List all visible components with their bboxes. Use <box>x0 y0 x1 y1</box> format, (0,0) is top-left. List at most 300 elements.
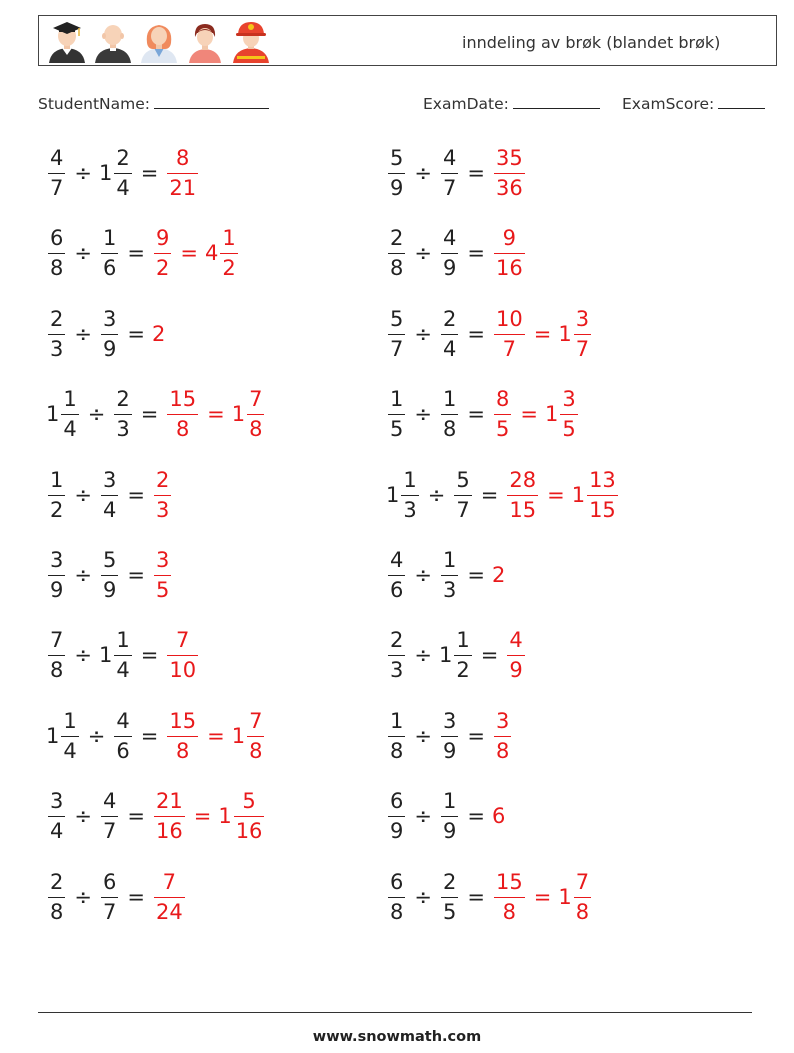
divisor <box>439 226 460 280</box>
numerator: 1 <box>116 628 130 653</box>
problem-item <box>46 625 200 685</box>
fraction <box>154 870 185 924</box>
avatar-row <box>45 19 275 63</box>
divide-sign: ÷ <box>414 804 432 829</box>
fraction <box>247 387 264 441</box>
denominator: 9 <box>442 256 457 281</box>
numerator: 4 <box>50 146 64 170</box>
fraction <box>167 628 198 682</box>
dividend <box>46 628 67 682</box>
fraction <box>48 307 65 361</box>
denominator: 3 <box>50 336 64 361</box>
denominator: 15 <box>509 497 537 522</box>
denominator: 8 <box>176 738 190 763</box>
fraction <box>388 548 405 602</box>
fraction <box>101 548 118 602</box>
denominator: 24 <box>155 899 183 924</box>
divide-sign: ÷ <box>414 884 432 909</box>
numerator: 15 <box>495 869 523 894</box>
fraction <box>101 307 118 361</box>
numerator: 2 <box>390 226 404 251</box>
numerator: 10 <box>495 306 523 331</box>
fraction <box>247 709 264 763</box>
fraction <box>114 709 131 763</box>
denominator: 5 <box>495 417 510 442</box>
fraction <box>441 226 458 280</box>
whole-number: 1 <box>438 643 453 668</box>
fraction <box>388 226 405 280</box>
numerator: 4 <box>390 548 404 572</box>
numerator: 1 <box>442 548 457 572</box>
whole-number: 1 <box>218 804 232 829</box>
fraction <box>507 628 524 682</box>
denominator: 3 <box>403 497 417 522</box>
answer-mixed <box>558 307 593 361</box>
fraction <box>114 146 131 200</box>
answer-mixed <box>232 709 267 763</box>
denominator: 8 <box>176 417 190 442</box>
divide-sign: ÷ <box>414 563 432 587</box>
equals-sign: = <box>140 402 159 427</box>
fraction <box>167 387 198 441</box>
denominator: 4 <box>116 658 130 683</box>
numerator: 1 <box>102 226 117 251</box>
numerator: 6 <box>390 789 404 814</box>
divide-sign: ÷ <box>414 402 432 427</box>
fraction <box>494 387 511 441</box>
problem-item <box>46 867 187 927</box>
fraction <box>441 709 458 763</box>
fraction <box>441 307 458 361</box>
denominator: 7 <box>102 899 117 924</box>
answer <box>165 628 200 682</box>
equals-sign: = <box>467 804 485 829</box>
divisor <box>439 548 460 602</box>
numerator: 1 <box>63 708 77 733</box>
exam-score-field <box>622 93 765 113</box>
fraction <box>441 146 458 200</box>
equals-sign: = <box>127 563 145 587</box>
fraction <box>114 387 131 441</box>
numerator: 2 <box>116 146 130 170</box>
problem-item <box>46 706 266 766</box>
answer-mixed <box>545 387 580 441</box>
numerator: 15 <box>169 387 197 412</box>
equals-sign: = <box>467 241 485 266</box>
whole-number: 4 <box>204 241 219 266</box>
fraction <box>220 226 237 280</box>
denominator: 6 <box>390 578 404 602</box>
problem-item <box>386 223 527 283</box>
numerator: 2 <box>116 387 130 412</box>
divisor <box>99 146 134 200</box>
divisor <box>99 548 120 602</box>
numerator: 3 <box>50 789 64 814</box>
answer-mixed <box>558 870 593 924</box>
divisor <box>439 146 460 200</box>
fraction <box>574 870 591 924</box>
denominator: 9 <box>390 176 404 200</box>
numerator: 3 <box>50 548 64 572</box>
fraction <box>454 468 471 522</box>
problem-item <box>386 143 527 203</box>
equals-sign: = <box>467 161 485 185</box>
fraction <box>101 226 118 280</box>
divide-sign: ÷ <box>74 482 92 507</box>
whole-number: 1 <box>386 482 400 507</box>
divisor <box>439 307 460 361</box>
divide-sign: ÷ <box>87 402 106 427</box>
answer <box>152 468 173 522</box>
exam-date-blank[interactable] <box>513 93 600 109</box>
denominator: 3 <box>390 658 404 683</box>
whole-number: 1 <box>98 643 113 668</box>
denominator: 7 <box>102 819 117 844</box>
equals-sign: = <box>127 482 145 507</box>
whole-number: 1 <box>98 161 113 185</box>
denominator: 6 <box>102 256 117 281</box>
graduate-avatar-icon <box>45 19 89 63</box>
fraction <box>494 709 511 763</box>
dividend <box>46 307 67 361</box>
numerator: 4 <box>509 628 523 653</box>
answer-equals-sign: = <box>533 884 552 909</box>
numerator: 21 <box>155 789 183 814</box>
denominator: 9 <box>442 738 457 763</box>
divisor <box>99 628 134 682</box>
footer-divider <box>38 1012 752 1013</box>
denominator: 9 <box>50 578 64 602</box>
equals-sign: = <box>140 161 159 185</box>
fraction <box>101 468 118 522</box>
doctor-avatar-icon <box>137 19 181 63</box>
divisor <box>452 468 473 522</box>
numerator: 3 <box>575 306 590 331</box>
worksheet-title: inndeling av brøk (blandet brøk) <box>462 33 721 52</box>
exam-score-label: ExamScore: <box>622 95 715 113</box>
answer-mixed <box>205 226 240 280</box>
divisor <box>439 387 460 441</box>
denominator: 8 <box>50 899 64 924</box>
denominator: 4 <box>63 417 77 442</box>
fraction <box>441 870 458 924</box>
denominator: 9 <box>509 658 523 683</box>
numerator: 1 <box>222 226 236 251</box>
numerator: 6 <box>390 869 404 894</box>
answer-mixed <box>218 789 266 843</box>
whole-number: 1 <box>231 723 246 748</box>
denominator: 3 <box>442 578 457 602</box>
fraction <box>234 789 265 843</box>
problem-item <box>386 625 527 685</box>
problem-item <box>386 867 593 927</box>
answer <box>152 870 187 924</box>
equals-sign: = <box>140 643 159 668</box>
dividend <box>386 387 407 441</box>
fraction <box>507 468 538 522</box>
answer <box>152 789 187 843</box>
fraction <box>388 387 405 441</box>
problem-item <box>46 304 165 364</box>
divide-sign: ÷ <box>74 884 92 909</box>
dividend <box>46 387 81 441</box>
numerator: 5 <box>102 548 117 572</box>
answer-equals-sign: = <box>533 321 552 346</box>
fraction <box>114 628 131 682</box>
answer-equals-sign: = <box>207 723 225 748</box>
worksheet-header <box>38 15 777 66</box>
fraction <box>454 628 471 682</box>
answer-mixed <box>232 387 267 441</box>
denominator: 7 <box>50 176 64 200</box>
fraction <box>48 870 65 924</box>
answer <box>152 548 173 602</box>
problem-item <box>386 304 593 364</box>
answer-equals-sign: = <box>547 482 565 507</box>
denominator: 7 <box>390 336 404 361</box>
fraction <box>48 548 65 602</box>
denominator: 2 <box>456 658 470 683</box>
denominator: 8 <box>50 256 64 281</box>
fraction <box>401 468 418 522</box>
divisor <box>439 789 460 843</box>
dividend <box>386 307 407 361</box>
numerator: 8 <box>176 146 190 170</box>
fraction <box>154 468 171 522</box>
fraction <box>388 146 405 200</box>
firefighter-avatar-icon <box>229 19 273 63</box>
divisor <box>99 870 120 924</box>
problem-item <box>386 465 620 525</box>
fraction <box>167 146 198 200</box>
numerator: 2 <box>390 628 404 653</box>
divide-sign: ÷ <box>74 161 92 185</box>
whole-number: 1 <box>46 723 60 748</box>
divisor <box>439 709 460 763</box>
divide-sign: ÷ <box>414 723 432 748</box>
answer <box>492 870 527 924</box>
problem-item <box>46 786 266 846</box>
dividend <box>386 870 407 924</box>
numerator: 6 <box>102 869 117 894</box>
divide-sign: ÷ <box>74 643 92 668</box>
numerator: 7 <box>162 869 177 894</box>
answer <box>505 628 526 682</box>
numerator: 4 <box>442 226 457 251</box>
dividend <box>386 468 421 522</box>
equals-sign: = <box>467 884 485 909</box>
student-name-label: StudentName: <box>38 95 150 113</box>
equals-sign: = <box>140 723 159 748</box>
equals-sign: = <box>127 804 145 829</box>
exam-date-label: ExamDate: <box>423 95 509 113</box>
divisor <box>439 870 460 924</box>
numerator: 2 <box>442 306 457 331</box>
denominator: 5 <box>442 899 457 924</box>
answer <box>505 468 540 522</box>
numerator: 7 <box>50 628 64 653</box>
problem-item <box>386 384 580 444</box>
fraction <box>494 226 525 280</box>
fraction <box>388 709 405 763</box>
whole-number: 2 <box>491 563 506 587</box>
numerator: 9 <box>502 226 517 251</box>
student-name-blank[interactable] <box>154 93 269 109</box>
fraction <box>101 870 118 924</box>
fraction <box>167 709 198 763</box>
answer <box>492 387 513 441</box>
problem-item <box>46 223 240 283</box>
denominator: 4 <box>102 497 117 522</box>
fraction <box>441 789 458 843</box>
answer-equals-sign: = <box>180 241 198 266</box>
priest-avatar-icon <box>91 19 135 63</box>
fraction <box>388 870 405 924</box>
answer <box>165 709 200 763</box>
numerator: 9 <box>155 226 170 251</box>
denominator: 9 <box>102 578 117 602</box>
problem-item <box>46 143 200 203</box>
answer-equals-sign: = <box>520 402 538 427</box>
denominator: 9 <box>102 336 117 361</box>
numerator: 35 <box>495 146 523 170</box>
numerator: 8 <box>495 387 510 412</box>
denominator: 2 <box>50 497 64 522</box>
fraction <box>48 146 65 200</box>
denominator: 16 <box>495 256 523 281</box>
denominator: 8 <box>249 417 263 442</box>
answer <box>165 387 200 441</box>
answer <box>492 804 505 828</box>
problem-item <box>46 545 173 605</box>
denominator: 3 <box>116 417 130 442</box>
divide-sign: ÷ <box>74 563 92 587</box>
denominator: 8 <box>390 738 404 763</box>
answer <box>492 563 505 587</box>
divisor <box>112 709 133 763</box>
equals-sign: = <box>127 241 145 266</box>
dividend <box>386 548 407 602</box>
denominator: 4 <box>116 176 130 200</box>
equals-sign: = <box>467 402 485 427</box>
denominator: 7 <box>456 497 470 522</box>
numerator: 5 <box>456 467 470 492</box>
numerator: 1 <box>442 387 457 412</box>
exam-date-field <box>423 93 600 113</box>
denominator: 7 <box>442 176 457 200</box>
numerator: 4 <box>116 708 130 733</box>
divide-sign: ÷ <box>74 804 92 829</box>
woman-avatar-icon <box>183 19 227 63</box>
answer <box>492 709 513 763</box>
fraction <box>48 789 65 843</box>
problem-item <box>386 706 513 766</box>
divisor <box>99 226 120 280</box>
denominator: 8 <box>442 417 457 442</box>
answer <box>152 322 165 346</box>
problem-item <box>46 384 266 444</box>
divisor <box>99 789 120 843</box>
whole-number: 1 <box>544 402 559 427</box>
numerator: 13 <box>589 467 616 492</box>
denominator: 8 <box>575 899 590 924</box>
numerator: 1 <box>50 467 64 492</box>
denominator: 7 <box>502 336 517 361</box>
answer <box>492 226 527 280</box>
divide-sign: ÷ <box>414 321 432 346</box>
denominator: 4 <box>63 738 77 763</box>
divide-sign: ÷ <box>414 161 432 185</box>
answer-equals-sign: = <box>207 402 225 427</box>
answer <box>152 226 173 280</box>
fraction <box>560 387 577 441</box>
numerator: 3 <box>562 387 576 412</box>
fraction <box>494 870 525 924</box>
dividend <box>386 226 407 280</box>
denominator: 16 <box>155 819 183 844</box>
denominator: 36 <box>495 176 523 200</box>
fraction <box>441 387 458 441</box>
fraction <box>154 789 185 843</box>
dividend <box>386 709 407 763</box>
fraction <box>154 548 171 602</box>
numerator: 1 <box>403 467 417 492</box>
numerator: 1 <box>442 789 457 814</box>
problem-item <box>46 465 173 525</box>
fraction <box>388 628 405 682</box>
numerator: 15 <box>169 708 197 733</box>
equals-sign: = <box>127 884 145 909</box>
numerator: 7 <box>249 387 263 412</box>
numerator: 3 <box>102 306 117 331</box>
answer-mixed <box>572 468 620 522</box>
denominator: 8 <box>495 738 510 763</box>
fraction <box>574 307 591 361</box>
denominator: 5 <box>562 417 576 442</box>
divide-sign: ÷ <box>427 482 446 507</box>
answer <box>492 307 527 361</box>
numerator: 7 <box>249 708 263 733</box>
dividend <box>46 870 67 924</box>
dividend <box>46 709 81 763</box>
numerator: 3 <box>442 708 457 733</box>
divisor <box>112 387 133 441</box>
fraction <box>154 226 171 280</box>
numerator: 5 <box>242 789 256 814</box>
denominator: 2 <box>155 256 170 281</box>
denominator: 8 <box>502 899 517 924</box>
denominator: 8 <box>390 256 404 281</box>
exam-score-blank[interactable] <box>718 93 765 109</box>
fraction <box>61 709 78 763</box>
numerator: 1 <box>63 387 77 412</box>
answer-equals-sign: = <box>193 804 212 829</box>
fraction <box>48 226 65 280</box>
numerator: 3 <box>495 708 510 733</box>
equals-sign: = <box>127 321 145 346</box>
dividend <box>386 146 407 200</box>
denominator: 8 <box>249 738 263 763</box>
divide-sign: ÷ <box>87 723 106 748</box>
fraction <box>441 548 458 602</box>
denominator: 10 <box>169 658 197 683</box>
numerator: 1 <box>456 628 470 653</box>
denominator: 21 <box>169 176 197 200</box>
fraction <box>101 789 118 843</box>
numerator: 5 <box>390 306 404 331</box>
numerator: 4 <box>442 146 457 170</box>
denominator: 5 <box>390 417 404 442</box>
